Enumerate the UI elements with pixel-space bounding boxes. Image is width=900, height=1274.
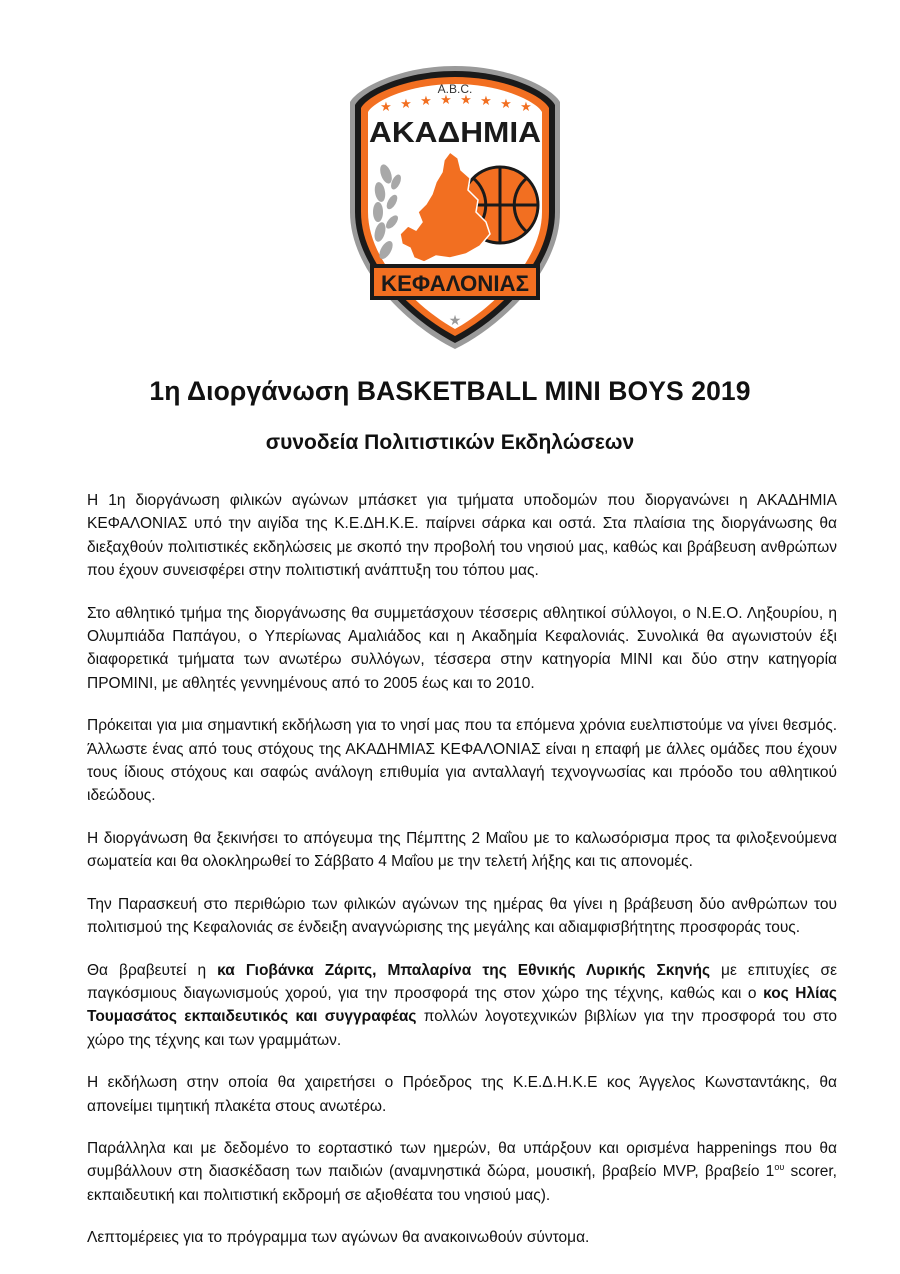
paragraph-1: Η 1η διοργάνωση φιλικών αγώνων μπάσκετ για τμήματα υποδομών που διοργανώνει η ΑΚΑΔΗΜΙΑ ΚΕΦΑΛΟΝΙΑΣ υπό την αιγίδα της Κ.Ε.ΔΗ.Κ.Ε. παίρνει σάρκα και οστά. Στα πλαίσια της διοργάνωσης θα διεξαχθούν πολιτιστικές εκδηλώσεις με σκοπό την προβολή του νησιού μας, καθώς και βράβευση ανθρώπων που έχουν συνεισφέρει στην πολιτιστική ανάπτυξη του τόπου μας. bbox=[87, 492, 837, 580]
paragraph-9: Λεπτομέρειες για το πρόγραμμα των αγώνων θα ανακοινωθούν σύντομα. bbox=[87, 1229, 590, 1247]
star-icon: ★ bbox=[380, 100, 392, 115]
star-icon: ★ bbox=[460, 93, 472, 108]
star-icon: ★ bbox=[520, 100, 532, 115]
paragraph-8-text: scorer, εκπαιδευτική και πολιτιστική εκδρομή σε αξιοθέατα του νησιού μας). bbox=[87, 1163, 837, 1204]
paragraph-6-text: με επιτυχίες σε παγκόσμιους διαγωνισμούς χορού, για την προσφορά της στον χώρο της τέχνης, καθώς και ο bbox=[87, 961, 838, 1002]
page-subtitle: συνοδεία Πολιτιστικών Εκδηλώσεων bbox=[265, 431, 635, 454]
star-icon: ★ bbox=[448, 313, 462, 329]
paragraph-4: Η διοργάνωση θα ξεκινήσει το απόγευμα της Πέμπτης 2 Μαΐου με το καλωσόρισμα προς τα φιλοξενούμενα σωματεία και θα ολοκληρωθεί το Σάββατο 4 Μαΐου με την τελετή λήξης και τις απονομές. bbox=[87, 829, 837, 871]
academy-logo bbox=[340, 62, 570, 352]
star-icon: ★ bbox=[400, 97, 412, 112]
star-icon: ★ bbox=[440, 93, 452, 108]
page-title: 1η Διοργάνωση BASKETBALL MINI BOYS 2019 bbox=[149, 376, 751, 406]
paragraph-8-text: Παράλληλα και με δεδομένο το εορταστικό των ημερών, θα υπάρξουν και ορισμένα happenings που θα συμβάλλουν στη διασκέδαση των παιδιών (αναμνηστικά δώρα, μουσική, βραβείο MVP, βραβείο 1 bbox=[87, 1139, 837, 1181]
ordinal-superscript: ου bbox=[774, 1162, 785, 1173]
paragraph-8 bbox=[87, 1137, 837, 1207]
logo-banner-text: ΚΕΦΑΛΟΝΙΑΣ bbox=[381, 271, 529, 296]
logo-top-text: A.B.C. bbox=[437, 82, 473, 96]
paragraph-6-text: πολλών λογοτεχνικών βιβλίων για την προσφορά του στο χώρο της τέχνης και των γραμμάτων. bbox=[87, 1008, 838, 1049]
star-icon: ★ bbox=[420, 94, 432, 109]
paragraph-3: Πρόκειται για μια σημαντική εκδήλωση για το νησί μας που τα επόμενα χρόνια ευελπιστούμε να γίνει θεσμός. Άλλωστε ένας από τους στόχους της ΑΚΑΔΗΜΙΑΣ ΚΕΦΑΛΟΝΙΑΣ είναι η επαφή με άλλες ομάδες που έχουν τους ίδιους στόχους και σαφώς ανάλογη επιθυμία για ανταλλαγή τεχνογνωσίας και πρόοδο του αθλητικού ιδεώδους. bbox=[87, 717, 837, 805]
paragraph-6 bbox=[87, 959, 837, 1053]
star-icon: ★ bbox=[500, 97, 512, 112]
paragraph-2: Στο αθλητικό τμήμα της διοργάνωσης θα συμμετάσχουν τέσσερις αθλητικοί σύλλογοι, ο Ν.Ε.Ο. Ληξουρίου, η Ολυμπιάδα Παπάγου, ο Υπερίωνας Αμαλιάδος και η Ακαδημία Κεφαλονιάς. Συνολικά θα αγωνιστούν έξι διαφορετικά τμήματα των ανωτέρω συλλόγων, τέσσερα στην κατηγορία ΜΙΝΙ και δύο στην κατηγορία ΠΡΟΜΙΝΙ, με αθλητές γεννημένους από το 2005 έως και το 2010. bbox=[87, 604, 837, 692]
paragraph-7: Η εκδήλωση στην οποία θα χαιρετήσει ο Πρόεδρος της Κ.Ε.Δ.Η.Κ.Ε κος Άγγελος Κωνσταντάκης, θα απονείμει τιμητική πλακέτα στους ανωτέρω. bbox=[87, 1074, 837, 1115]
paragraph-5: Την Παρασκευή στο περιθώριο των φιλικών αγώνων της ημέρας θα γίνει η βράβευση δύο ανθρώπων του πολιτισμού της Κεφαλονιάς σε ένδειξη αναγνώρισης της μεγάλης και αδιαμφισβήτητης προσφοράς τους. bbox=[87, 895, 837, 937]
paragraph-6-text: Θα βραβευτεί η bbox=[87, 961, 218, 979]
star-icon: ★ bbox=[480, 94, 492, 109]
honoree-1: κα Γιοβάνκα Ζάριτς, Μπαλαρίνα της Εθνικής Λυρικής Σκηνής bbox=[217, 961, 711, 979]
logo-main-text: ΑΚΑΔΗΜΙΑ bbox=[369, 117, 542, 149]
document-body bbox=[87, 489, 837, 1269]
honoree-2: κος Ηλίας Τουμασάτος εκπαιδευτικός και συγγραφέας bbox=[87, 984, 837, 1026]
